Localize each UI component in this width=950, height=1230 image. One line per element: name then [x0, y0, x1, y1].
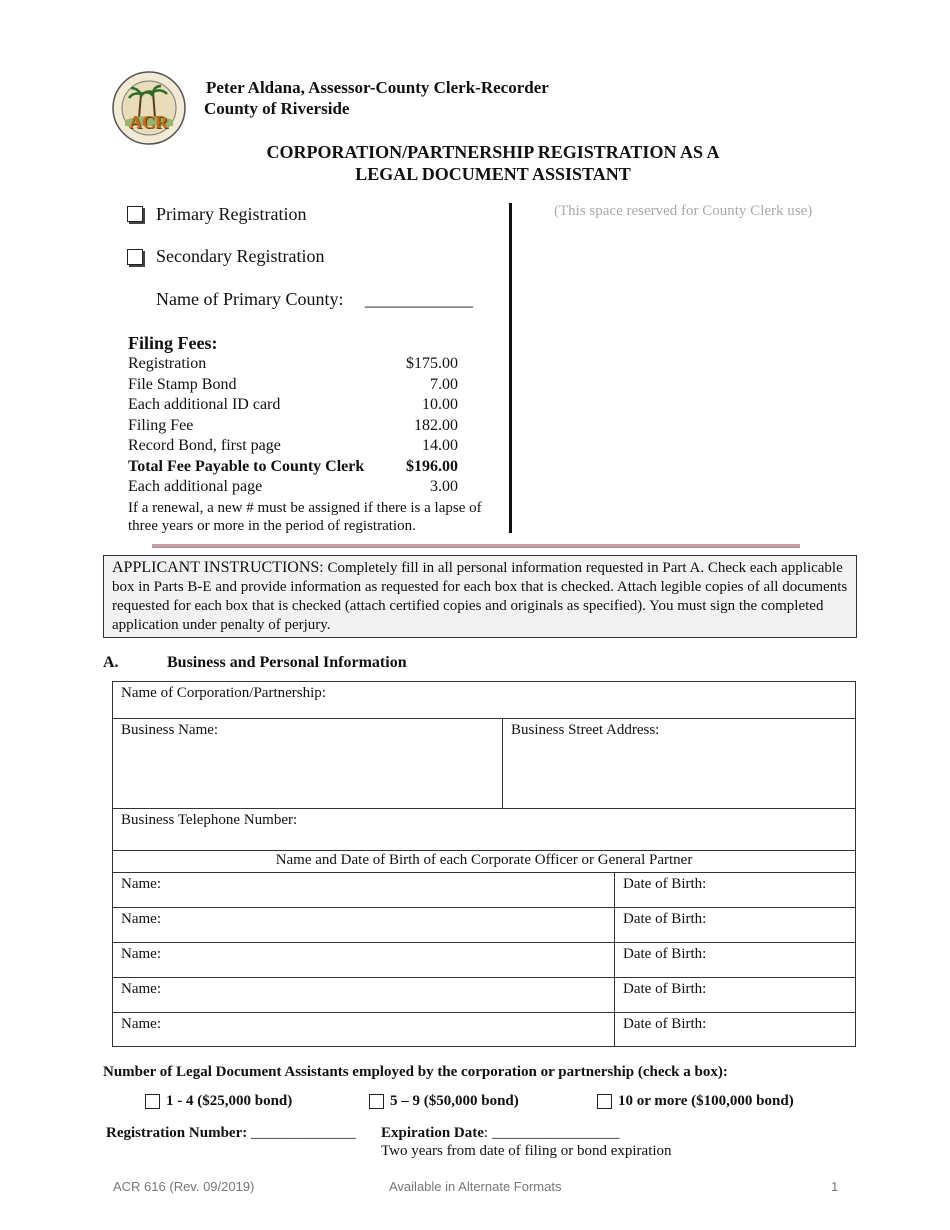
renewal-note: If a renewal, a new # must be assigned if there is a lapse of three years or more in the period of registration. [128, 499, 482, 534]
option-5-9[interactable] [369, 1093, 519, 1110]
officer-dob-field[interactable] [615, 943, 855, 977]
fee-row [128, 395, 458, 416]
officer-name-label: Name: [121, 876, 161, 892]
fee-row [128, 477, 458, 498]
option-label: 10 or more ($100,000 bond) [618, 1093, 794, 1109]
fee-amount: 3.00 [430, 478, 458, 495]
fee-label: Record Bond, first page [128, 437, 281, 454]
employee-count-question: Number of Legal Document Assistants employed by the corporation or partnership (check a box): [103, 1064, 728, 1080]
primary-registration-label: Primary Registration [156, 204, 307, 224]
option-10-plus[interactable] [597, 1093, 794, 1110]
fee-label: Filing Fee [128, 416, 194, 434]
officer-name-field[interactable] [113, 978, 615, 1012]
officer-name-field[interactable] [113, 1013, 615, 1046]
fee-row [128, 354, 458, 375]
option-1-4[interactable] [145, 1093, 292, 1110]
table-row [113, 908, 855, 943]
officer-name-label: Name: [121, 981, 161, 997]
business-name-field[interactable] [113, 719, 503, 808]
applicant-instructions [103, 555, 857, 638]
horizontal-divider [152, 544, 800, 548]
page-title [0, 141, 950, 185]
fee-label: Registration [128, 355, 207, 372]
officers-heading: Name and Date of Birth of each Corporate Officer or General Partner [275, 852, 693, 868]
fee-label: Each additional page [128, 478, 263, 495]
officer-name-label: Name: [121, 1016, 161, 1032]
fee-total-row [128, 457, 458, 478]
form-id: ACR 616 (Rev. 09/2019) [113, 1179, 255, 1194]
officer-dob-label: Date of Birth: [623, 876, 707, 892]
fee-row [128, 436, 458, 457]
title-line-1: CORPORATION/PARTNERSHIP REGISTRATION AS A [266, 142, 720, 162]
business-name-label: Business Name: [121, 722, 219, 738]
fee-amount: 7.00 [430, 375, 458, 393]
primary-county-field[interactable]: ____________ [365, 289, 473, 309]
clerk-reserved-note: (This space reserved for County Clerk use) [554, 203, 813, 219]
officer-dob-label: Date of Birth: [623, 1016, 707, 1032]
county-name: County of Riverside [204, 99, 350, 118]
officer-name-label: Name: [121, 911, 161, 927]
option-5-9-checkbox[interactable] [369, 1094, 384, 1109]
fee-label: Total Fee Payable to County Clerk [128, 457, 365, 475]
expiration-date-blank: : _________________ [483, 1125, 620, 1141]
fee-label: Each additional ID card [128, 396, 281, 413]
alternate-formats-note: Available in Alternate Formats [389, 1179, 562, 1194]
section-title: Business and Personal Information [167, 654, 407, 671]
expiration-date-label: Expiration Date [381, 1125, 484, 1141]
table-row [113, 943, 855, 978]
officer-dob-label: Date of Birth: [623, 981, 707, 997]
officer-dob-field[interactable] [615, 978, 855, 1012]
business-info-form [112, 681, 856, 1047]
business-phone-field[interactable] [113, 809, 855, 850]
filing-fees [128, 332, 482, 535]
fee-amount: $175.00 [406, 355, 458, 372]
registration-number-label: Registration Number: [106, 1125, 251, 1141]
corp-name-label: Name of Corporation/Partnership: [121, 685, 326, 701]
officer-dob-field[interactable] [615, 873, 855, 907]
officer-name-field[interactable] [113, 908, 615, 942]
officer-name-label: Name: [121, 946, 161, 962]
table-row [113, 1013, 855, 1046]
option-10-plus-checkbox[interactable] [597, 1094, 612, 1109]
vertical-divider [509, 203, 512, 533]
county-seal-logo [111, 70, 187, 146]
fee-amount: 182.00 [414, 416, 458, 434]
option-label: 1 - 4 ($25,000 bond) [166, 1093, 293, 1109]
seal-initials: ACR [129, 112, 168, 132]
section-letter: A. [103, 654, 119, 671]
officer-dob-label: Date of Birth: [623, 946, 707, 962]
fee-amount: $196.00 [406, 457, 458, 475]
page-number: 1 [831, 1179, 839, 1194]
secondary-registration-checkbox[interactable] [127, 249, 143, 265]
officer-name-field[interactable] [113, 943, 615, 977]
instructions-lead: APPLICANT INSTRUCTIONS: [112, 559, 324, 576]
option-label: 5 – 9 ($50,000 bond) [390, 1093, 519, 1109]
officer-dob-field[interactable] [615, 1013, 855, 1046]
secondary-registration-label: Secondary Registration [156, 246, 325, 266]
fee-row [128, 416, 458, 437]
business-address-field[interactable] [503, 719, 855, 808]
expiration-date-field[interactable] [381, 1125, 619, 1142]
corp-name-field[interactable] [113, 682, 855, 718]
primary-county-label: Name of Primary County: [156, 289, 344, 309]
business-address-label: Business Street Address: [511, 722, 660, 738]
table-row [113, 873, 855, 908]
primary-registration-checkbox[interactable] [127, 206, 143, 222]
officer-name: Peter Aldana, Assessor-County Clerk-Recorder [206, 78, 549, 97]
registration-number-blank: ______________ [250, 1125, 356, 1141]
fee-amount: 14.00 [422, 437, 458, 454]
fee-label: File Stamp Bond [128, 375, 237, 393]
title-line-2: LEGAL DOCUMENT ASSISTANT [355, 164, 631, 184]
registration-number-field[interactable] [106, 1125, 356, 1142]
section-a-heading [103, 654, 407, 672]
officer-name-field[interactable] [113, 873, 615, 907]
fee-row [128, 375, 458, 396]
option-1-4-checkbox[interactable] [145, 1094, 160, 1109]
filing-fees-heading: Filing Fees: [128, 333, 218, 353]
officer-dob-field[interactable] [615, 908, 855, 942]
fee-amount: 10.00 [422, 396, 458, 413]
expiration-note: Two years from date of filing or bond expiration [381, 1143, 672, 1159]
instructions-body: Completely fill in all personal information requested in Part A. Check each applicable box in Parts B-E and provide information as requested for each box that is checked. Attach legible copies of all documents requested for each box that is checked (attach certified copies and originals as specified). You must sign the completed application under penalty of perjury. [112, 560, 848, 633]
officer-dob-label: Date of Birth: [623, 911, 707, 927]
business-phone-label: Business Telephone Number: [121, 812, 298, 828]
table-row [113, 978, 855, 1013]
